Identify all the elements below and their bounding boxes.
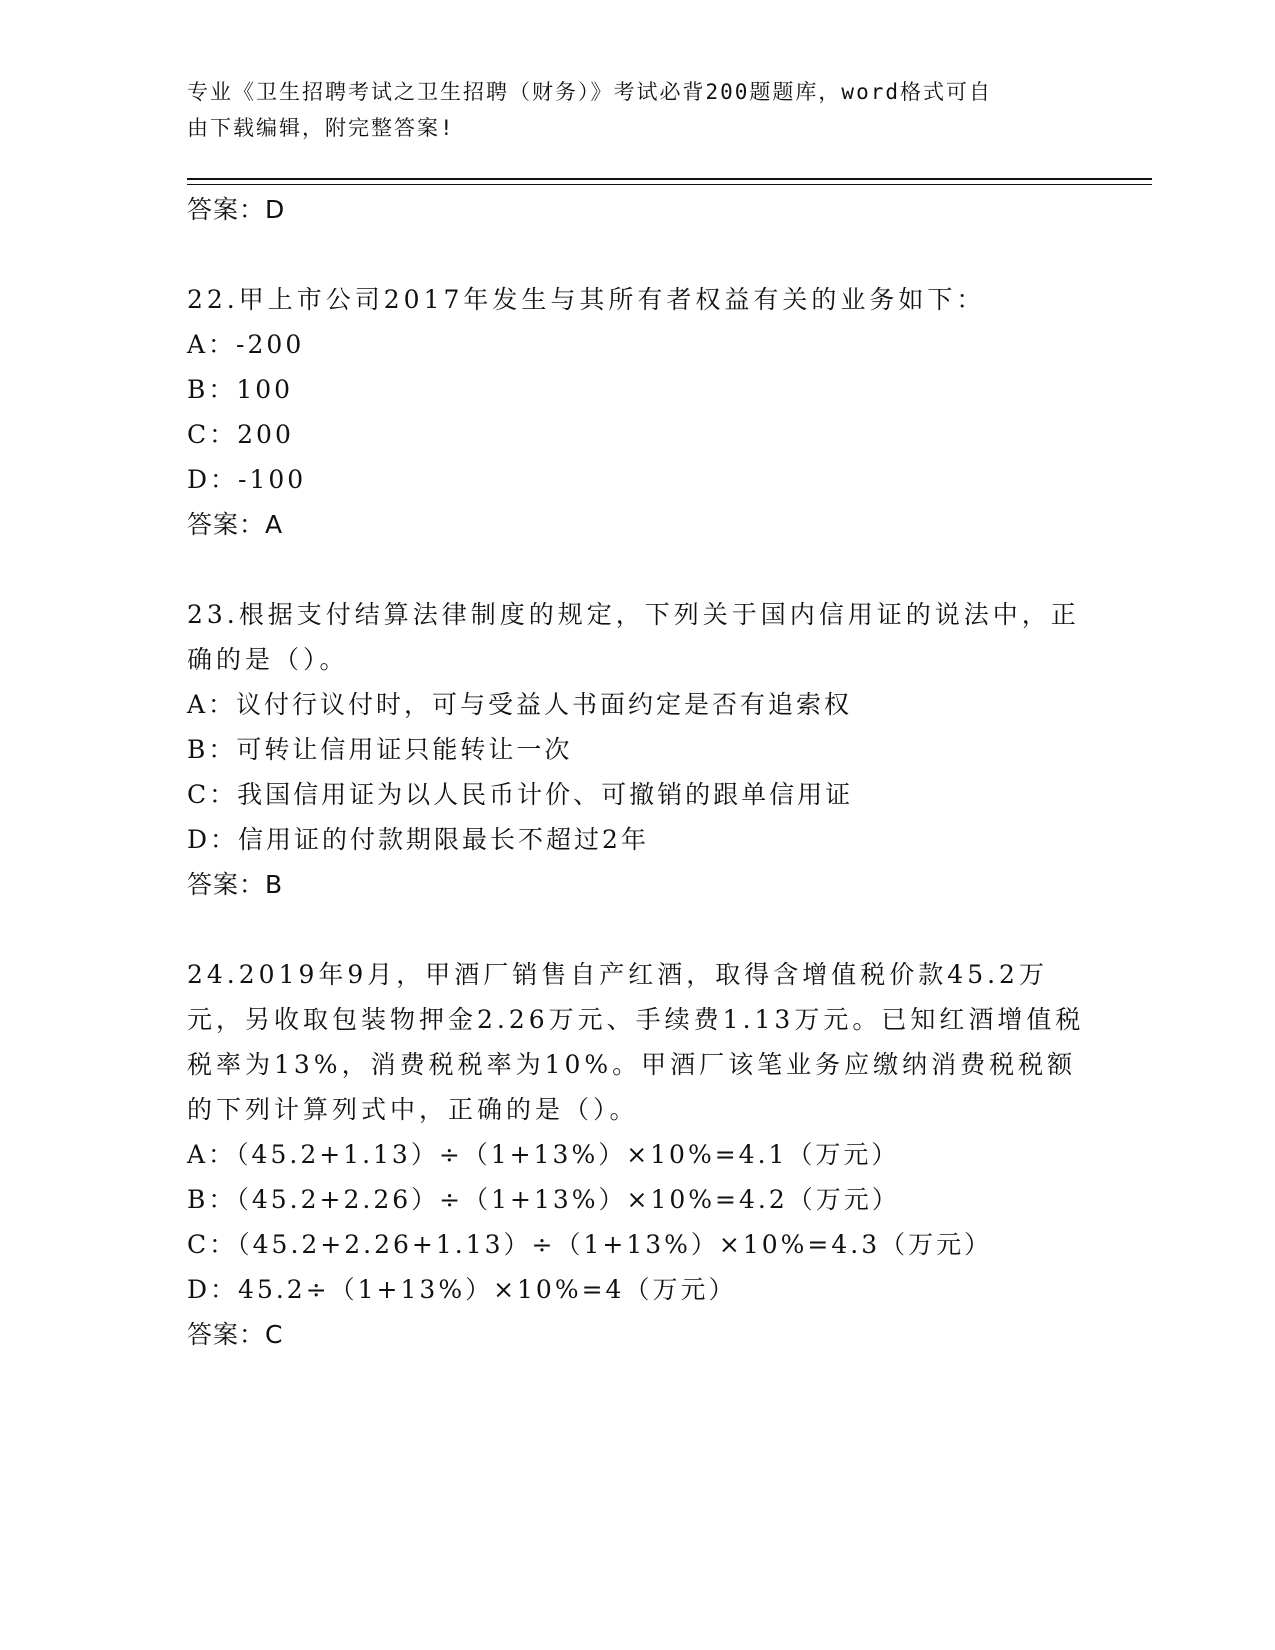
spacer [187,907,1087,952]
option-b: B：（45.2+2.26）÷（1+13%）×10%=4.2（万元） [187,1185,900,1214]
header-divider-thick [187,178,1152,180]
answer-prefix: 答案： [187,1320,266,1349]
answer-value: C [265,1320,284,1349]
option-b: B：可转让信用证只能转让一次 [187,735,573,764]
document-header [187,74,1087,146]
answer-line [187,1312,1087,1357]
option-c: C：我国信用证为以人民币计价、可撤销的跟单信用证 [187,780,854,809]
question-block [187,592,1087,907]
question-block [187,277,1087,547]
answer-line [187,502,1087,547]
answer-value: B [265,870,284,899]
option-d: D：信用证的付款期限最长不超过2年 [187,825,649,854]
option-a: A：（45.2+1.13）÷（1+13%）×10%=4.1（万元） [187,1140,900,1169]
answer-prefix: 答案： [187,510,266,539]
header-line-2: 由下载编辑，附完整答案! [187,116,455,140]
question-text: 23.根据支付结算法律制度的规定，下列关于国内信用证的说法中，正确的是（）。 [187,600,1080,674]
question-text: 22.甲上市公司2017年发生与其所有者权益有关的业务如下： [187,285,986,314]
document-body [187,187,1087,1357]
question-text: 24.2019年9月，甲酒厂销售自产红酒，取得含增值税价款45.2万元，另收取包装物押金2.26万元、手续费1.13万元。已知红酒增值税税率为13%，消费税税率为10%。甲酒厂该笔业务应缴纳消费税税额的下列计算列式中，正确的是（）。 [187,960,1085,1124]
spacer [187,547,1087,592]
answer-prefix: 答案： [187,195,266,224]
answer-line [187,862,1087,907]
answer-value: D [265,195,286,224]
header-divider-thin [187,184,1152,185]
answer-prefix: 答案： [187,870,266,899]
header-line-1: 专业《卫生招聘考试之卫生招聘（财务）》考试必背200题题库，word格式可自 [187,80,992,104]
option-c: C：（45.2+2.26+1.13）÷（1+13%）×10%=4.3（万元） [187,1230,993,1259]
spacer [187,232,1087,277]
option-d: D：45.2÷（1+13%）×10%=4（万元） [187,1275,737,1304]
option-b: B：100 [187,375,294,404]
option-a: A：-200 [187,330,305,359]
answer-line [187,187,1087,232]
answer-value: A [265,510,284,539]
question-block [187,952,1087,1357]
option-a: A：议付行议付时，可与受益人书面约定是否有追索权 [187,690,853,719]
option-c: C：200 [187,420,294,449]
option-d: D：-100 [187,465,307,494]
